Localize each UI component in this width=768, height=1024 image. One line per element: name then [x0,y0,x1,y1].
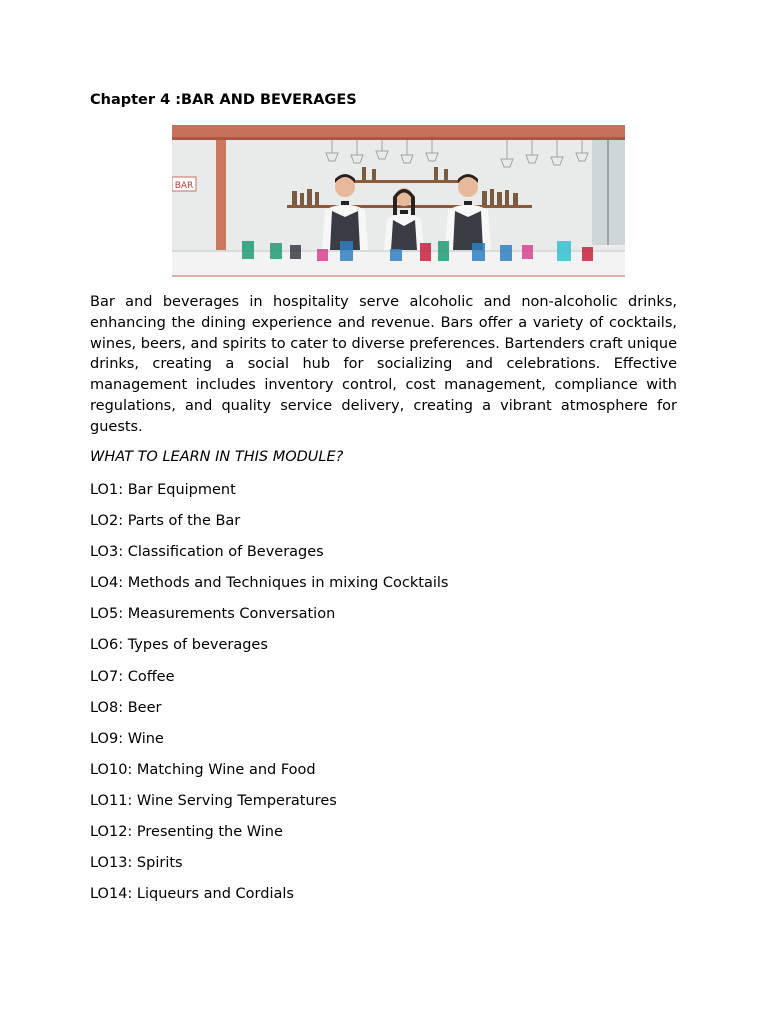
learning-outcome-item: LO4: Methods and Techniques in mixing Cocktails [90,575,449,592]
learning-outcome-item: LO5: Measurements Conversation [90,606,336,623]
learning-outcome-item: LO1: Bar Equipment [90,482,236,498]
learning-outcome-item: LO7: Coffee [90,668,175,685]
learning-outcome-item: LO10: Matching Wine and Food [90,761,316,778]
learning-outcome-item: LO3: Classification of Beverages [90,544,324,561]
learning-outcome-item: LO2: Parts of the Bar [90,513,241,530]
learning-outcome-item: LO9: Wine [90,730,164,747]
learning-outcome-item: LO6: Types of beverages [90,637,268,654]
learning-outcomes-list [90,480,448,915]
bar-sign-text: BAR [174,181,194,191]
learning-outcome-item: LO8: Beer [90,699,162,716]
intro-paragraph: Bar and beverages in hospitality serve alcoholic and non-alcoholic drinks, enhancing the dining experience and revenue. Bars offer a variety of cocktails, wines, beers, and spirits to cater to diverse preferences. Bartenders craft unique drinks, creating a social hub for socializing and celebrations. Effective management includes inventory control, cost management, compliance with regulations, and quality service delivery, creating a vibrant atmosphere for guests. [90,294,677,435]
learning-outcome-item: LO13: Spirits [90,855,183,872]
learning-outcome-item: LO14: Liqueurs and Cordials [90,886,294,903]
bartenders-photo [172,125,625,277]
chapter-title: Chapter 4 :BAR AND BEVERAGES [90,92,357,108]
learning-outcome-item: LO11: Wine Serving Temperatures [90,792,337,809]
module-question: WHAT TO LEARN IN THIS MODULE? [90,449,344,465]
learning-outcome-item: LO12: Presenting the Wine [90,824,283,841]
